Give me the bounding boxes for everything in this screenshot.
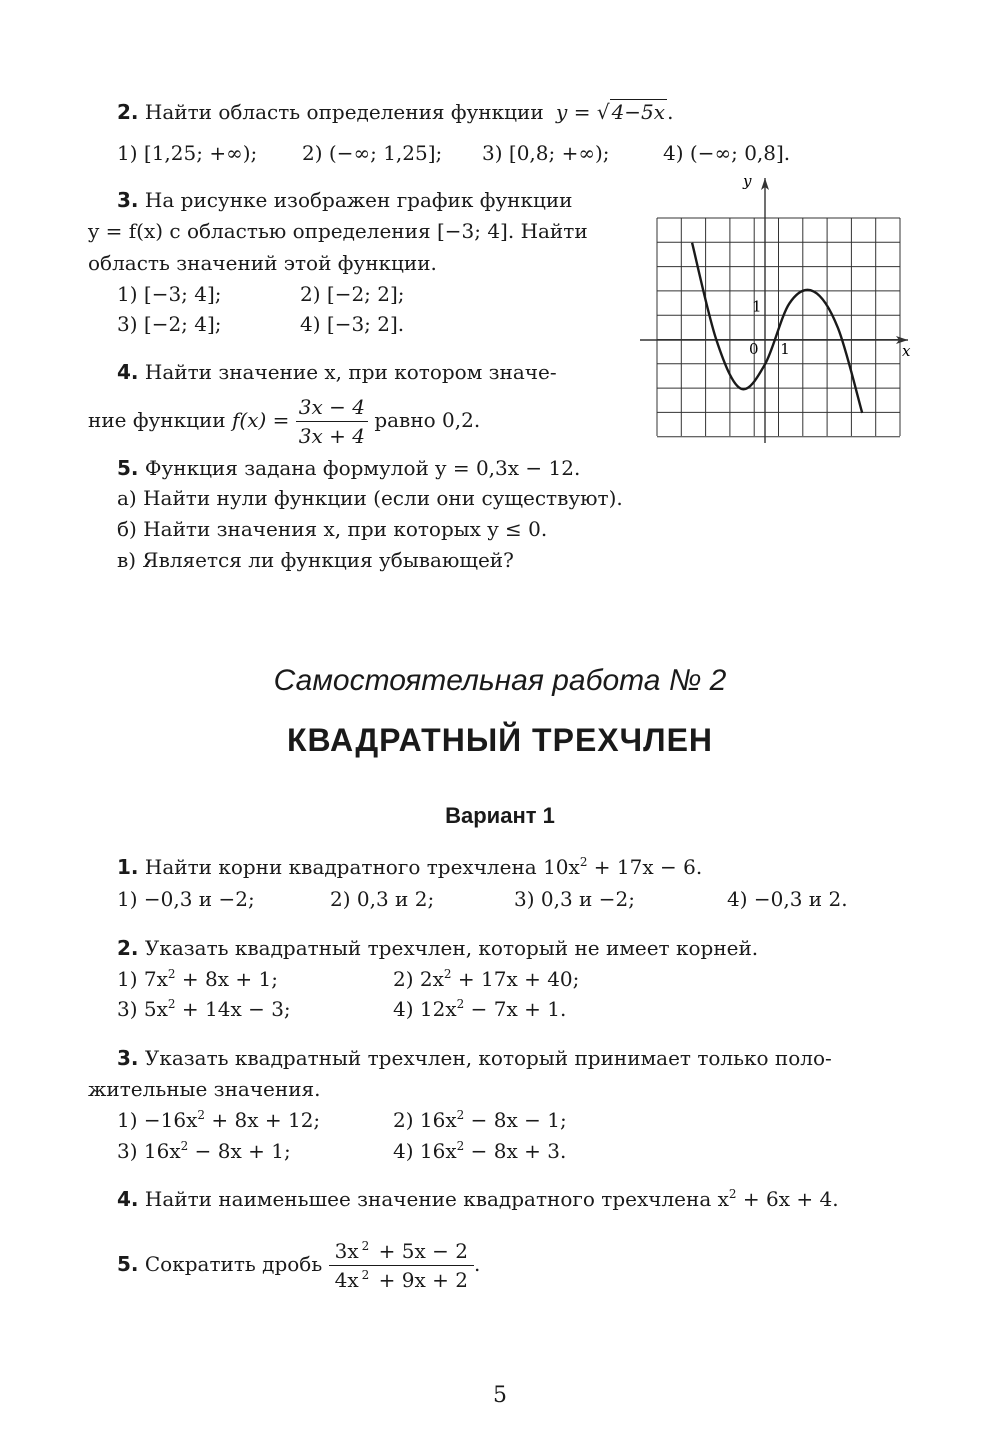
formula-lhs: y [556,100,568,124]
formula-func: f(x) = [232,408,290,432]
v1-option-3: 3) 0,3 и −2; [514,887,635,911]
fraction [296,393,368,450]
v1-option-4: 4) −0,3 и 2. [727,887,848,911]
problem-2-statement [117,97,673,127]
y-axis-label: y [743,172,752,190]
exponent: 2 [579,855,588,869]
p3-option-3: 3) [−2; 4]; [117,312,222,336]
problem-number: 5. [117,456,139,480]
problem-number: 5. [117,1252,139,1276]
period: . [473,1252,481,1276]
v3-option-4: 4) $16x^2 - 8x + 3$. [393,1139,567,1163]
problem-number: 3. [117,1046,139,1070]
exponent: 2 [728,1187,737,1201]
problem-3-line-1 [117,185,573,215]
problem-text: ние функции [88,408,226,432]
problem-text: Найти корни квадратного трехчлена 10x [144,855,580,879]
problem-number: 2. [117,936,139,960]
p3-option-4: 4) [−3; 2]. [300,312,405,336]
fraction [329,1237,474,1294]
fraction-numerator: 3x − 4 [296,393,368,422]
problem-3-line-2: y = f(x) с областью определения [−3; 4]. Найти [88,219,588,243]
p5-item-a: а) Найти нули функции (если они существуют). [117,486,623,510]
problem-text: Найти значение x, при котором значе- [144,360,557,384]
problem-text: равно 0,2. [374,408,481,432]
x-axis-label: x [902,342,911,360]
section-title: Самостоятельная работа № 2 [273,664,727,697]
problem-number: 1. [117,855,139,879]
v5-statement [117,1234,480,1294]
p3-option-1: 1) [−3; 4]; [117,282,222,306]
origin-label: 0 [749,340,759,358]
v3-option-3: 3) $16x^2 - 8x + 1$; [117,1139,291,1163]
v1-option-1: 1) −0,3 и −2; [117,887,255,911]
v2-option-3: 3) $5x^2 + 14x - 3$; [117,997,291,1021]
radicand: 4−5x [611,100,666,124]
problem-4-line-2 [88,390,480,450]
p5-item-c: в) Является ли функция убывающей? [117,548,514,572]
section-heading: КВАДРАТНЫЙ ТРЕХЧЛЕН [286,722,714,758]
problem-text: Указать квадратный трехчлен, который не имеет корней. [144,936,759,960]
fraction-numerator: 3x $^2$ + 5x − 2 [329,1237,474,1266]
x-unit-label: 1 [780,340,790,358]
problem-number: 4. [117,360,139,384]
v3-line-1 [117,1043,832,1073]
problem-5-statement [117,453,580,483]
problem-text: Функция задана формулой y = 0,3x − 12. [144,456,581,480]
v3-line-2: жительные значения. [88,1077,321,1101]
variant-title: Вариант 1 [445,803,555,828]
problem-text: Сократить дробь [144,1252,323,1276]
problem-text: Найти область определения функции [144,100,544,124]
v2-option-2: 2) $2x^2 + 17x + 40$; [393,967,580,991]
problem-number: 4. [117,1187,139,1211]
v3-option-1: $1) -16x^2 + 8x + 12$; [117,1108,321,1132]
period: . [667,100,674,124]
v2-statement [117,933,758,963]
problem-text-tail: + 17x − 6. [587,855,703,879]
p2-option-2: 2) (−∞; 1,25]; [302,141,443,165]
v3-option-2: 2) $16x^2 - 8x - 1$; [393,1108,567,1132]
v2-option-4: 4) $12x^2 - 7x + 1$. [393,997,567,1021]
problem-number: 2. [117,100,139,124]
fraction-denominator: 4x $^2$ + 9x + 2 [334,1268,468,1292]
y-unit-label: 1 [752,297,762,316]
problem-4-line-1 [117,357,557,387]
problem-3-line-3: область значений этой функции. [88,251,437,275]
p5-item-b: б) Найти значения x, при которых y ≤ 0. [117,517,548,541]
v2-option-1: 1) $7x^2 + 8x + 1$; [117,967,278,991]
sqrt-sign: √ [596,100,610,124]
problem-text: Указать квадратный трехчлен, который принимает только поло- [144,1046,832,1070]
p2-option-4: 4) (−∞; 0,8]. [663,141,791,165]
formula-eq: = [573,100,591,124]
problem-number: 3. [117,188,139,212]
p2-option-1: 1) [1,25; +∞); [117,141,258,165]
v4-statement [117,1184,839,1214]
v1-statement [117,852,702,882]
function-curve [692,243,862,413]
fraction-denominator: 3x + 4 [298,424,365,448]
p2-option-3: 3) [0,8; +∞); [482,141,610,165]
page-number: 5 [493,1383,507,1408]
problem-text: На рисунке изображен график функции [144,188,573,212]
problem-text: Найти наименьшее значение квадратного трехчлена x [144,1187,729,1211]
problem-text-tail: + 6x + 4. [736,1187,839,1211]
v1-option-2: 2) 0,3 и 2; [330,887,435,911]
p3-option-2: 2) [−2; 2]; [300,282,405,306]
function-graph [640,168,930,443]
